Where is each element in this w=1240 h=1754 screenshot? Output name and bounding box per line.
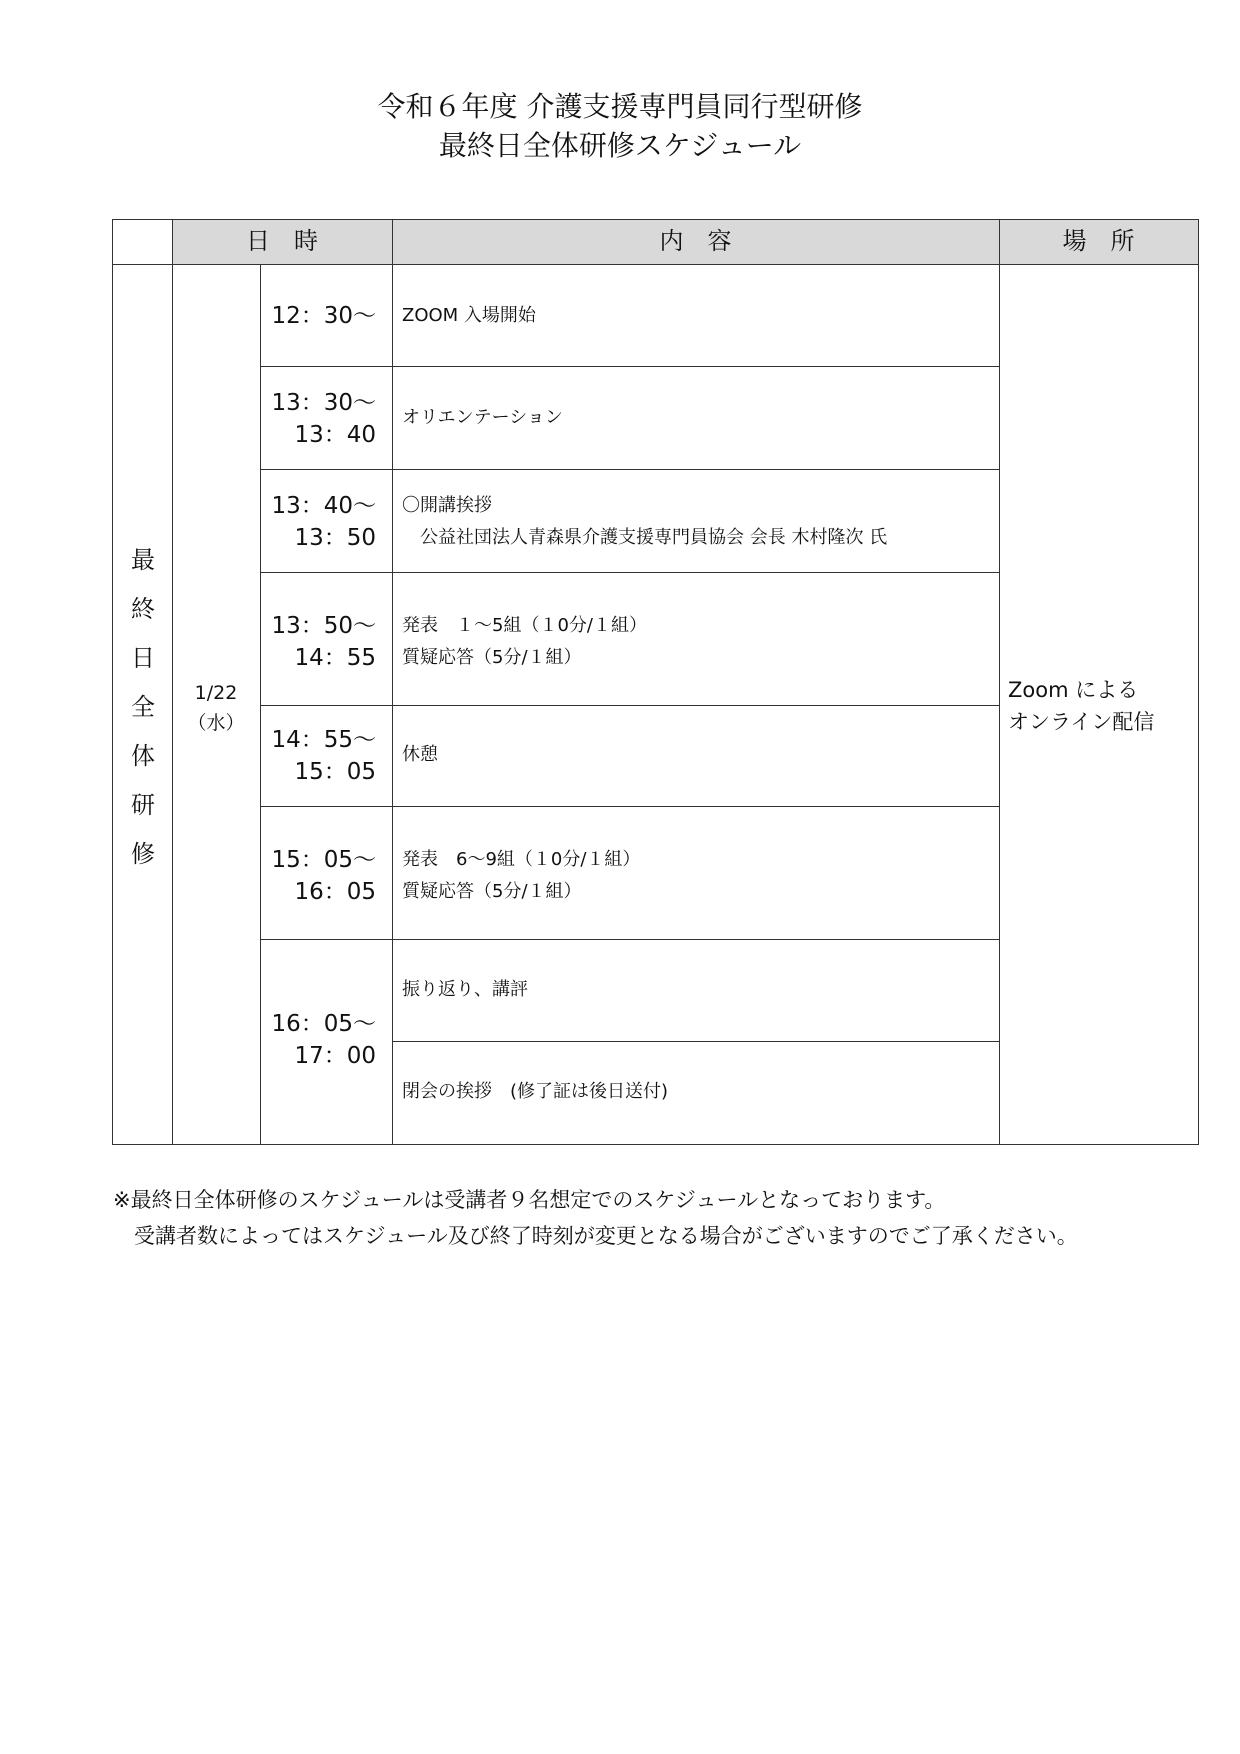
section-label: [113, 536, 173, 879]
header-datetime: 日 時: [246, 227, 318, 255]
time-cell: 13：30～ 13：40: [271, 390, 376, 448]
time-cell: 12：30～: [271, 303, 376, 329]
section-label-char: 日: [131, 644, 155, 672]
section-label-char: 体: [131, 742, 155, 770]
document-subtitle: 最終日全体研修スケジュール: [438, 129, 802, 162]
header-content: 内 容: [659, 227, 732, 255]
date: 1/22: [194, 682, 238, 704]
section-label-char: 修: [131, 840, 155, 868]
content-cell: 振り返り、講評: [402, 979, 528, 1000]
document-title: 令和６年度 介護支援専門員同行型研修: [377, 90, 863, 123]
time-cell: 15：05～ 16：05: [271, 847, 376, 905]
time-cell: 14：55～ 15：05: [271, 727, 376, 785]
content-cell: 発表 １～5組（１0分/１組） 質疑応答（5分/１組）: [402, 615, 647, 668]
content-cell: ZOOM 入場開始: [402, 305, 536, 326]
section-label-char: 研: [131, 791, 155, 819]
content-cell: オリエンテーション: [402, 407, 563, 428]
section-label-char: 全: [131, 693, 155, 721]
date-cell: [172, 678, 260, 738]
section-label-char: 最: [131, 546, 155, 574]
content-cell: 〇開講挨拶 公益社団法人青森県介護支援専門員協会 会長 木村隆次 氏: [402, 495, 888, 548]
time-cell: 16：05～ 17：00: [271, 1011, 376, 1069]
content-cell: 発表 6～9組（１0分/１組） 質疑応答（5分/１組）: [402, 849, 641, 902]
time-cell: 13：50～ 14：55: [271, 613, 376, 671]
weekday: （水）: [187, 712, 245, 734]
content-cell: 閉会の挨拶 (修了証は後日送付): [402, 1081, 669, 1102]
header-place: 場 所: [1062, 227, 1135, 255]
footnote: ※最終日全体研修のスケジュールは受講者９名想定でのスケジュールとなっております。 受講者数によってはスケジュール及び終了時刻が変更となる場合がございますのでご了承ください。: [113, 1188, 1078, 1248]
place-cell: Zoom による オンライン配信: [1008, 678, 1155, 734]
content-cell: 休憩: [402, 744, 438, 765]
time-cell: 13：40～ 13：50: [271, 493, 376, 551]
section-label-char: 終: [131, 595, 155, 623]
